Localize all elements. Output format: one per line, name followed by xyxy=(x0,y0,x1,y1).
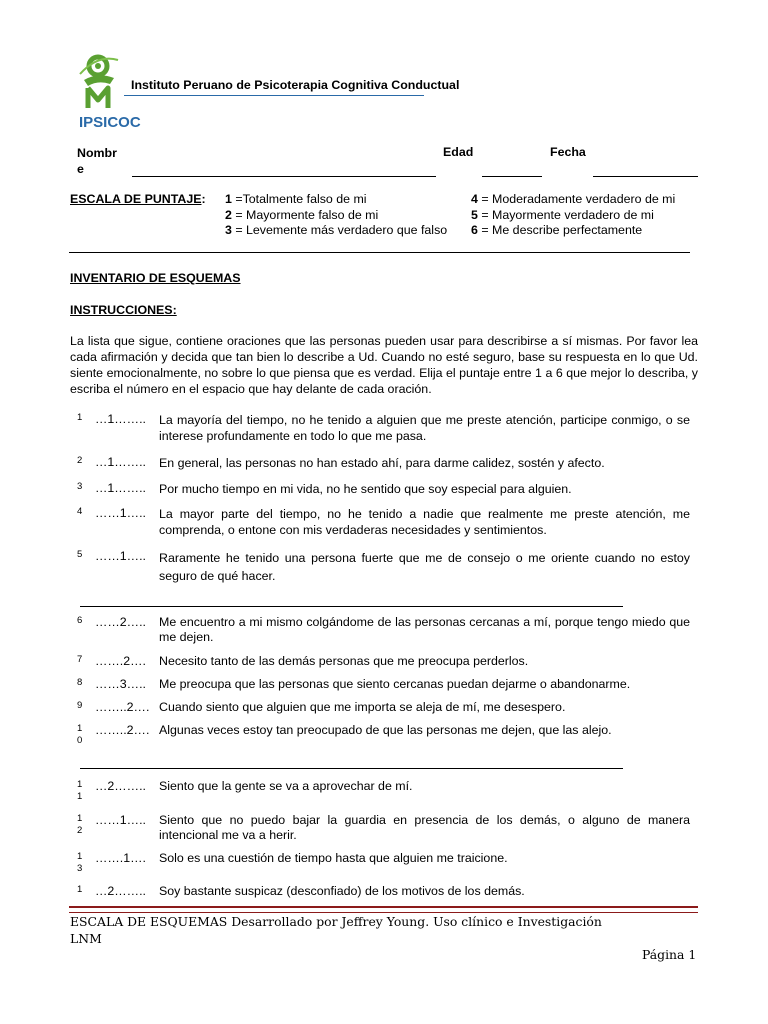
scale-item: 6 = Me describe perfectamente xyxy=(471,223,643,238)
item-text: Necesito tanto de las demás personas que me preocupa perderlos. xyxy=(159,654,529,668)
item-text: Me preocupa que las personas que siento cercanas puedan dejarme o abandonarme. xyxy=(159,677,631,691)
name-label: Nombr e xyxy=(77,146,117,176)
answer-field[interactable]: …….1…. xyxy=(95,851,146,865)
answer-field[interactable]: …1…….. xyxy=(95,481,146,495)
item-text: Cuando siento que alguien que me importa se aleja de mí, me desespero. xyxy=(159,700,566,714)
logo-text: IPSICOC xyxy=(79,114,141,131)
item-number: 1 2 xyxy=(77,813,83,836)
instructions-text: La lista que sigue, contiene oraciones que las personas pueden usar para describirse a sí mismas. Por favor lea cada afirmación y decida que tan bien lo describe a Ud. Cuando no esté seguro, base su respuesta en lo que Ud. siente emocionalmente, no sobre lo que piensa que es verdad. Elija el puntaje entre 1 a 6 que mejor lo describa, y escriba el número en el espacio que hay delante de cada oración. xyxy=(70,334,698,396)
answer-field[interactable]: ……..2…. xyxy=(95,700,150,714)
inventory-title: INVENTARIO DE ESQUEMAS xyxy=(70,271,241,285)
age-label: Edad xyxy=(443,145,474,159)
item-number: 7 xyxy=(77,654,83,665)
instructions-title: INSTRUCCIONES: xyxy=(70,303,177,317)
item-number: 3 xyxy=(77,481,83,492)
section-divider xyxy=(80,606,623,607)
item-text: Raramente he tenido una persona fuerte que me de consejo o me oriente cuando no estoy seguro de qué hacer. xyxy=(159,551,690,583)
item-number: 1 1 xyxy=(77,779,83,802)
scale-title: ESCALA DE PUNTAJE: xyxy=(70,192,206,206)
scale-item: 4 = Moderadamente verdadero de mi xyxy=(471,192,676,206)
item-text: Algunas veces estoy tan preocupado de que las personas me dejen, que las alejo. xyxy=(159,723,612,737)
item-number: 9 xyxy=(77,700,83,711)
answer-field[interactable]: …2…….. xyxy=(95,779,146,793)
item-text: Soy bastante suspicaz (desconfiado) de los motivos de los demás. xyxy=(159,884,525,898)
item-text: Me encuentro a mi mismo colgándome de las personas cercanas a mí, porque tengo miedo que me dejen. xyxy=(159,615,690,644)
answer-field[interactable]: ……1….. xyxy=(95,813,146,827)
date-field[interactable] xyxy=(593,176,698,177)
scale-item: 2 = Mayormente falso de mi xyxy=(225,207,379,222)
item-text: Por mucho tiempo en mi vida, no he sentido que soy especial para alguien. xyxy=(159,482,572,496)
ipsicoc-logo-icon xyxy=(78,50,128,116)
item-number: 5 xyxy=(77,549,83,560)
item-text: Siento que no puedo bajar la guardia en presencia de los demás, o alguno de manera intencional me va a herir. xyxy=(159,813,690,842)
date-label: Fecha xyxy=(550,145,586,159)
item-number: 1 xyxy=(77,884,83,895)
answer-field[interactable]: …2…….. xyxy=(95,884,146,898)
scale-left-column xyxy=(225,192,447,239)
answer-field[interactable]: ……1….. xyxy=(95,549,146,563)
item-number: 8 xyxy=(77,677,83,688)
item-text: La mayoría del tiempo, no he tenido a alguien que me preste atención, participe conmigo, o se interese profundamente en todo lo que me pasa. xyxy=(159,413,690,443)
item-text: Siento que la gente se va a aprovechar de mí. xyxy=(159,779,413,793)
scale-right-column xyxy=(471,192,675,239)
footer-text: ESCALA DE ESQUEMAS Desarrollado por Jeffrey Young. Uso clínico e Investigación LNM xyxy=(70,914,602,946)
item-text: En general, las personas no han estado ahí, para darme calidez, sostén y afecto. xyxy=(159,456,605,470)
answer-field[interactable]: …….2…. xyxy=(95,654,146,668)
footer-rule xyxy=(69,906,698,913)
item-number: 6 xyxy=(77,615,83,626)
age-field[interactable] xyxy=(482,176,542,177)
answer-field[interactable]: …1…….. xyxy=(95,455,146,469)
answer-field[interactable]: ……3….. xyxy=(95,677,146,691)
item-number: 1 xyxy=(77,412,83,423)
logo xyxy=(78,50,128,116)
answer-field[interactable]: ……2….. xyxy=(95,615,146,629)
page-number: Página 1 xyxy=(642,947,697,962)
answer-field[interactable]: ……..2…. xyxy=(95,723,150,737)
answer-field[interactable]: ……1….. xyxy=(95,506,146,520)
item-number: 1 3 xyxy=(77,851,83,874)
section-divider xyxy=(80,768,623,769)
scale-divider xyxy=(69,252,690,253)
scale-item: 5 = Mayormente verdadero de mi xyxy=(471,207,654,222)
item-number: 4 xyxy=(77,506,83,517)
header-rule xyxy=(124,95,424,96)
answer-field[interactable]: …1…….. xyxy=(95,412,146,426)
scale-item: 1 =Totalmente falso de mi xyxy=(225,192,367,206)
name-field[interactable] xyxy=(132,176,436,177)
item-number: 1 0 xyxy=(77,723,83,746)
scale-item: 3 = Levemente más verdadero que falso xyxy=(225,223,448,238)
institute-name: Instituto Peruano de Psicoterapia Cognitiva Conductual xyxy=(131,78,460,92)
item-text: La mayor parte del tiempo, no he tenido a nadie que realmente me preste atención, me comprenda, o entone con mis verdaderas necesidades y sentimientos. xyxy=(159,507,690,537)
item-number: 2 xyxy=(77,455,83,466)
item-text: Solo es una cuestión de tiempo hasta que alguien me traicione. xyxy=(159,851,508,865)
